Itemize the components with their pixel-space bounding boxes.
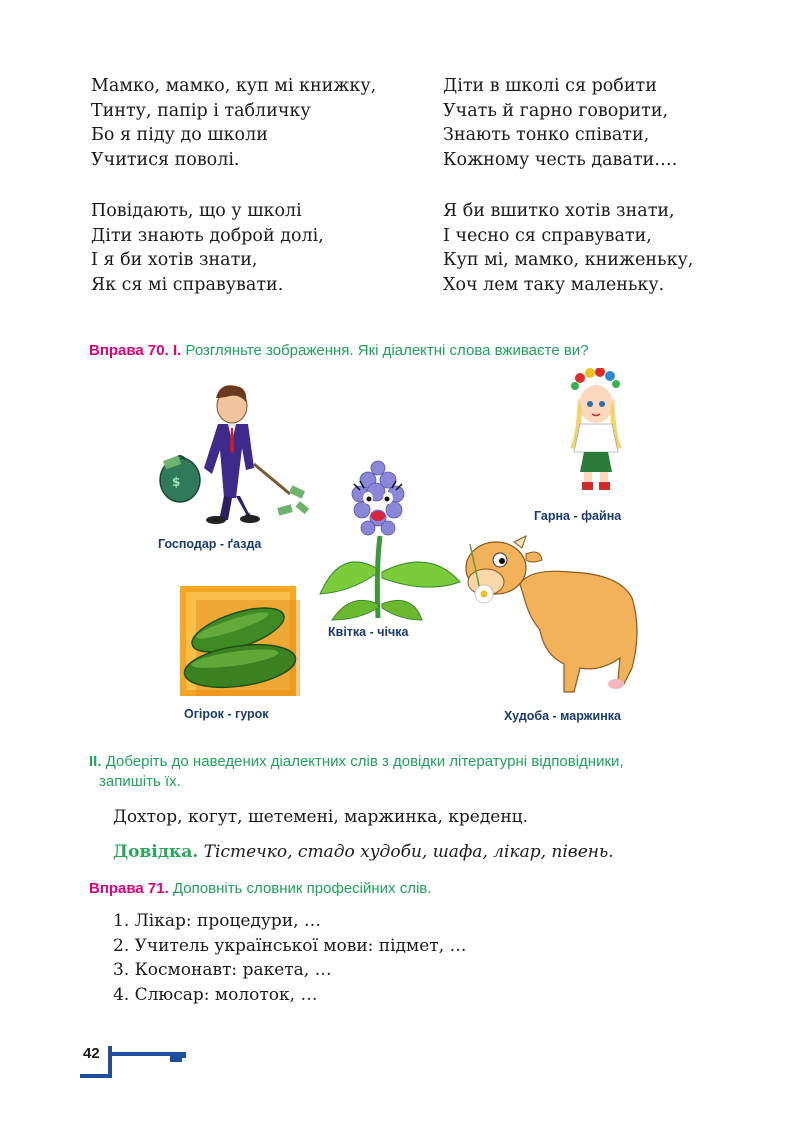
exercise-task: Розгляньте зображення. Які діалектні слова вживаєте ви? [185,342,589,359]
poem-line: Я би вшитко хотів знати, [443,201,675,221]
poem-stanza-left-2 [91,199,324,297]
exercise-71-heading [89,880,431,897]
hint-label: Довідка. [113,842,199,862]
poem-line: Хоч лем таку маленьку. [443,274,665,295]
poem-line: Куп мі, мамко, книженьку, [443,250,694,270]
poem-line: І я би хотів знати, [91,250,258,270]
exercise-task-line-2: запишіть їх. [99,773,181,790]
dialect-words: Дохтор, когут, шетемені, маржинка, креденц. [113,807,529,827]
svg-text:$: $ [172,475,181,489]
exercise-task-line-1: Доберіть до наведених діалектних слів з довідки літературні відповідники, [105,753,624,770]
caption-master: Господар - ґазда [158,537,262,551]
man-figure [160,385,309,524]
daisy-icon [475,585,493,603]
cow-figure [466,536,637,692]
profession-list [113,909,467,1007]
exercise-70-part-2-heading [89,752,749,792]
exercise-number: Вправа 71. [89,880,169,897]
girl-figure [570,368,622,490]
caption-cattle: Худоба - маржинка [504,709,621,723]
page-footer [78,1040,198,1080]
cucumber-figure [180,586,300,696]
poem-line: Діти знають доброй долі, [91,225,324,246]
exercise-70-heading [89,342,589,359]
poem-line: Учитися поволі. [91,149,240,170]
list-item: 4. Слюсар: молоток, … [113,984,318,1005]
list-item: 1. Лікар: процедури, … [113,911,321,931]
poem-stanza-right-1 [443,74,677,172]
flower-figure [320,461,460,620]
poem-line: Діти в школі ся робити [443,76,657,96]
exercise-number: Вправа 70. І. [89,342,182,359]
poem-line: Кожному честь давати…. [443,149,678,170]
poem-line: Як ся мі справувати. [91,274,284,295]
poem-line: Тинту, папір і табличку [91,100,311,121]
exercise-task: Доповніть словник професійних слів. [172,880,432,897]
page-number: 42 [83,1045,100,1062]
caption-pretty: Гарна - файна [534,509,622,523]
poem-line: Повідають, що у школі [91,201,302,221]
poem-stanza-right-2 [443,199,693,297]
caption-cucumber: Огірок - гурок [184,707,269,721]
list-item: 2. Учитель української мови: підмет, … [113,935,467,956]
poem-stanza-left-1 [91,74,376,172]
dialect-words-illustration [150,368,655,738]
reference-hint [113,842,614,862]
list-item: 3. Космонавт: ракета, … [113,960,332,980]
exercise-part-number: ІІ. [89,753,102,770]
poem-line: І чесно ся справувати, [443,225,652,246]
poem-line: Мамко, мамко, куп мі книжку, [91,76,377,96]
poem-line: Знають тонко співати, [443,125,650,145]
poem-line: Бо я піду до школи [91,125,268,145]
caption-flower: Квітка - чічка [328,625,409,639]
poem-line: Учать й гарно говорити, [443,100,669,121]
hint-text: Тістечко, стадо худоби, шафа, лікар, півень. [203,842,614,862]
